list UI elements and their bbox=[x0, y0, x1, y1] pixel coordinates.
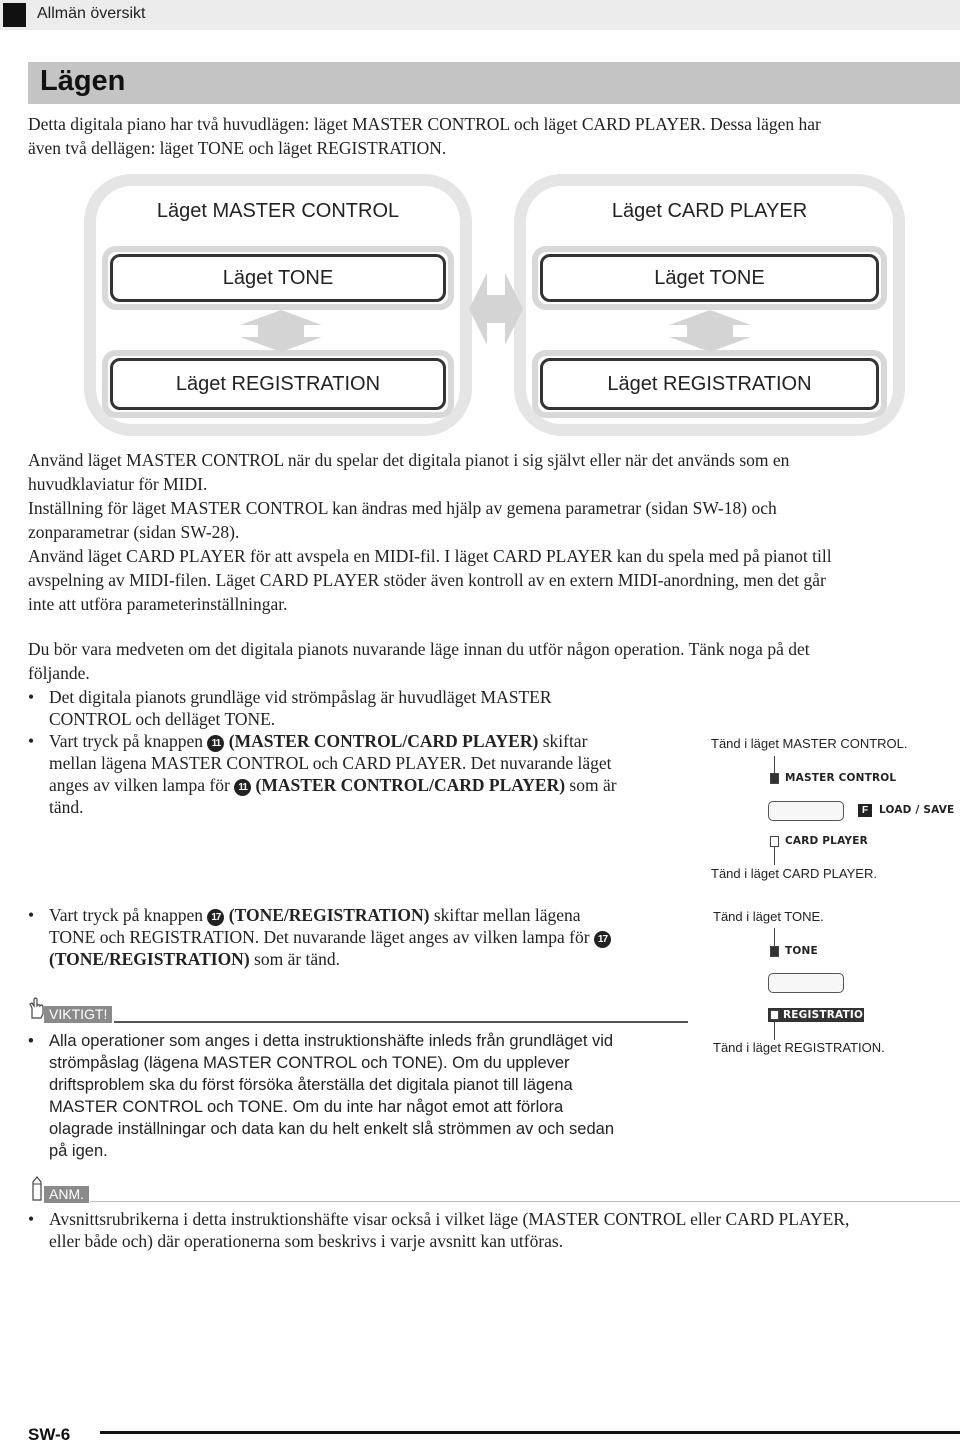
horizontal-double-arrow-icon bbox=[466, 270, 526, 348]
page-title: Lägen bbox=[40, 65, 126, 97]
lamp-label: MASTER CONTROL bbox=[785, 772, 897, 784]
note-line: på igen. bbox=[49, 1142, 108, 1160]
bullet-text: som är tänd. bbox=[249, 949, 341, 969]
registration-mode-box-right bbox=[532, 350, 887, 418]
bullet-text: som är bbox=[565, 775, 617, 795]
pointer-line bbox=[774, 1022, 775, 1040]
bullet-dot: • bbox=[28, 1209, 35, 1229]
lamp-label: TONE bbox=[785, 945, 818, 957]
function-key-icon: F bbox=[858, 804, 872, 817]
tone-mode-box-right bbox=[532, 246, 887, 310]
body-line: avspelning av MIDI-filen. Läget CARD PLAYER stöder även kontroll av en extern MIDI-anordning, men det går bbox=[28, 570, 826, 590]
button-name: (MASTER CONTROL/CARD PLAYER) bbox=[251, 775, 566, 795]
section-marker bbox=[3, 3, 26, 27]
bullet-line: Det digitala pianots grundläge vid strömpåslag är huvudläget MASTER bbox=[49, 687, 552, 707]
body-line: Du bör vara medveten om det digitala pianots nuvarande läge innan du utför någon operation. Tänk noga på det bbox=[28, 639, 810, 659]
vertical-double-arrow-icon bbox=[236, 308, 326, 354]
body-line: följande. bbox=[28, 663, 90, 683]
page-number: SW-6 bbox=[28, 1425, 71, 1444]
bullet-dot: • bbox=[28, 687, 35, 707]
bullet-text: Vart tryck på knappen bbox=[49, 731, 208, 751]
bullet-dot: • bbox=[28, 1032, 34, 1050]
bullet-text: skiftar bbox=[538, 731, 588, 751]
bullet-dot: • bbox=[28, 905, 35, 925]
tone-mode-label: Läget TONE bbox=[110, 254, 446, 302]
note-line: Alla operationer som anges i detta instruktionshäfte inleds från grundläget vid bbox=[49, 1032, 614, 1050]
intro-line: även två dellägen: läget TONE och läget REGISTRATION. bbox=[28, 138, 447, 158]
mode-description bbox=[28, 448, 832, 616]
bullet-line: tänd. bbox=[49, 797, 84, 817]
note-line: olagrade inställningar och data kan du helt enkelt slå strömmen av och sedan bbox=[49, 1120, 615, 1138]
key-number-badge: 11 bbox=[207, 735, 224, 752]
button-name: (TONE/REGISTRATION) bbox=[224, 905, 430, 925]
note-rule bbox=[90, 1201, 960, 1202]
tone-registration-button[interactable] bbox=[768, 973, 844, 993]
awareness-paragraph bbox=[28, 637, 810, 685]
bullet-text: TONE och REGISTRATION. Det nuvarande läget anges av vilken lampa för bbox=[49, 927, 594, 947]
note-line: strömpåslag (lägena MASTER CONTROL och TONE). Om du upplever bbox=[49, 1054, 570, 1072]
note-line: MASTER CONTROL och TONE. Om du inte har något emot att förlora bbox=[49, 1098, 564, 1116]
note-line: driftsproblem ska du först försöka återställa det digitala pianot till lägena bbox=[49, 1076, 573, 1094]
bullet-item bbox=[28, 686, 668, 730]
lamp-caption: Tänd i läget TONE. bbox=[713, 909, 824, 924]
lamp-caption: Tänd i läget MASTER CONTROL. bbox=[711, 736, 908, 751]
key-number-badge: 17 bbox=[207, 909, 224, 926]
bullet-item bbox=[28, 730, 688, 820]
body-line: huvudklaviatur för MIDI. bbox=[28, 474, 208, 494]
bullet-item bbox=[28, 904, 688, 970]
lamp-indicator-off bbox=[770, 1010, 779, 1020]
master-control-card-player-button[interactable] bbox=[768, 801, 844, 821]
bullet-line: CONTROL och delläget TONE. bbox=[49, 709, 276, 729]
load-save-label: LOAD / SAVE bbox=[879, 804, 955, 816]
card-player-title: Läget CARD PLAYER bbox=[611, 200, 808, 222]
registration-mode-box-left bbox=[102, 350, 454, 418]
body-line: Använd läget MASTER CONTROL när du spelar det digitala pianot i sig självt eller när det används som en bbox=[28, 450, 790, 470]
registration-mode-label: Läget REGISTRATION bbox=[110, 358, 446, 410]
body-line: inte att utföra parameterinställningar. bbox=[28, 594, 288, 614]
note-item bbox=[28, 1208, 958, 1256]
body-line: Använd läget CARD PLAYER för att avspela en MIDI-fil. I läget CARD PLAYER kan du spela med på pianot till bbox=[28, 546, 832, 566]
lamp-indicator-on bbox=[770, 773, 779, 784]
footer-rule bbox=[100, 1431, 960, 1434]
lamp-label: REGISTRATION bbox=[783, 1009, 873, 1021]
lamp-indicator-on bbox=[770, 946, 779, 957]
note-tag: ANM. bbox=[44, 1186, 89, 1203]
page-title-bar bbox=[28, 62, 960, 104]
lamp-caption: Tänd i läget CARD PLAYER. bbox=[711, 866, 877, 881]
pointer-line bbox=[774, 928, 775, 946]
master-control-title: Läget MASTER CONTROL bbox=[156, 200, 400, 222]
pointer-line bbox=[774, 847, 775, 865]
registration-mode-label: Läget REGISTRATION bbox=[540, 358, 879, 410]
pointer-line bbox=[774, 756, 775, 774]
bullet-text: skiftar mellan lägena bbox=[429, 905, 581, 925]
button-name: (TONE/REGISTRATION) bbox=[49, 949, 250, 969]
important-rule bbox=[114, 1021, 688, 1023]
body-line: zonparametrar (sidan SW-28). bbox=[28, 522, 240, 542]
vertical-double-arrow-icon bbox=[665, 308, 755, 354]
key-number-badge: 17 bbox=[594, 931, 611, 948]
intro-paragraph bbox=[28, 112, 821, 160]
intro-line: Detta digitala piano har två huvudlägen: läget MASTER CONTROL och läget CARD PLAYER. Dessa lägen har bbox=[28, 114, 821, 134]
section-label: Allmän översikt bbox=[37, 5, 146, 22]
bullet-line: mellan lägena MASTER CONTROL och CARD PLAYER. Det nuvarande läget bbox=[49, 753, 612, 773]
note-line: eller både och) där operationerna som beskrivs i varje avsnitt kan utföras. bbox=[49, 1231, 564, 1251]
important-note bbox=[28, 1030, 698, 1162]
bullet-dot: • bbox=[28, 731, 35, 751]
note-line: Avsnittsrubrikerna i detta instruktionshäfte visar också i vilket läge (MASTER CONTROL eller CARD PLAYER, bbox=[49, 1209, 850, 1229]
lamp-label: CARD PLAYER bbox=[785, 835, 868, 847]
tone-mode-label: Läget TONE bbox=[540, 254, 879, 302]
tone-mode-box-left bbox=[102, 246, 454, 310]
bullet-text: anges av vilken lampa för bbox=[49, 775, 235, 795]
button-name: (MASTER CONTROL/CARD PLAYER) bbox=[224, 731, 539, 751]
important-tag: VIKTIGT! bbox=[44, 1006, 112, 1023]
section-header bbox=[0, 0, 960, 30]
lamp-caption: Tänd i läget REGISTRATION. bbox=[713, 1040, 885, 1055]
bullet-text: Vart tryck på knappen bbox=[49, 905, 208, 925]
body-line: Inställning för läget MASTER CONTROL kan ändras med hjälp av gemena parametrar (sidan SW-18) och bbox=[28, 498, 777, 518]
key-number-badge: 11 bbox=[234, 779, 251, 796]
lamp-indicator-off bbox=[770, 836, 779, 847]
